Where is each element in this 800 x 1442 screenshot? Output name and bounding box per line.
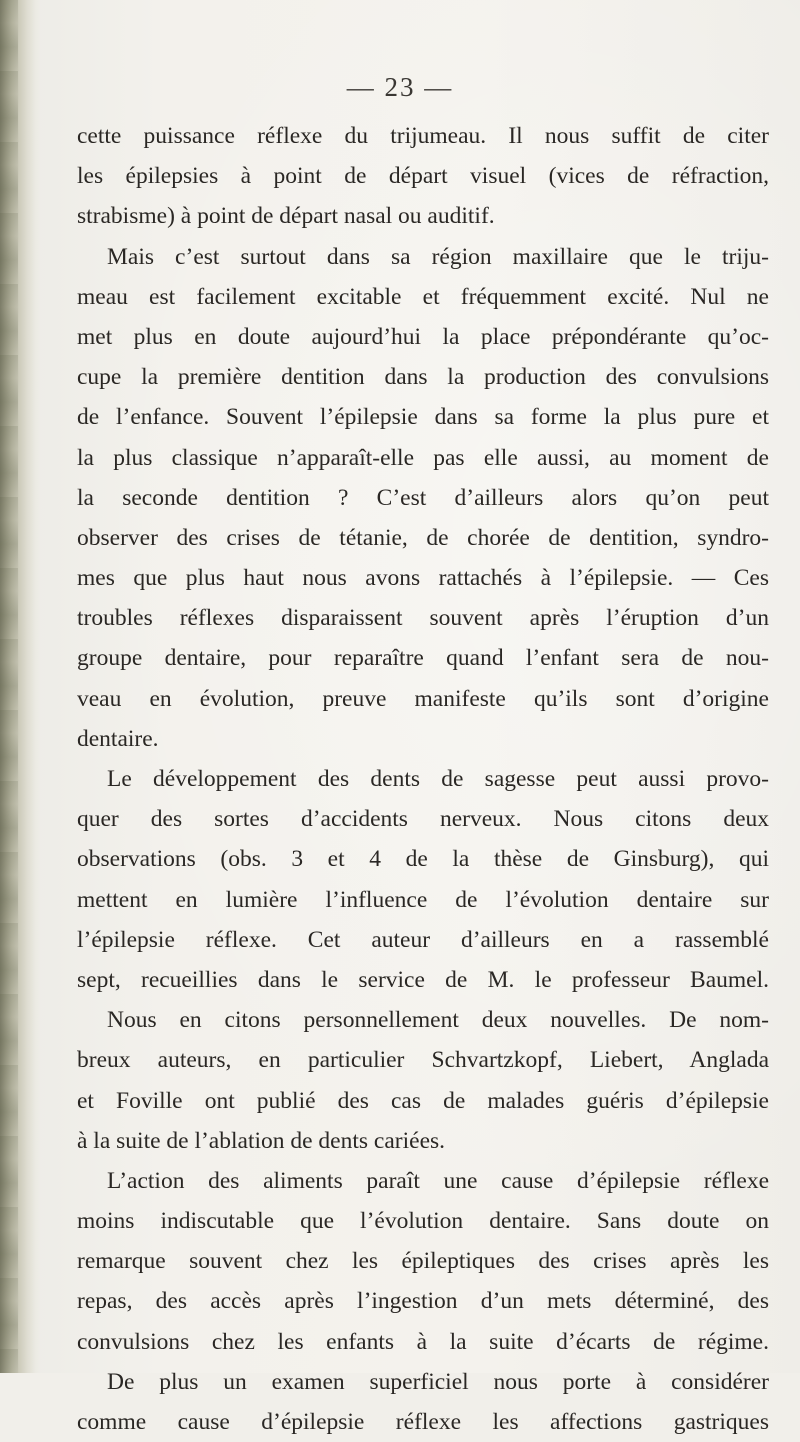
text-line: sept, recueillies dans le service de M. le professeur Baumel. <box>77 966 769 993</box>
text-line: De plus un examen superficiel nous porte à considérer <box>107 1368 769 1395</box>
text-line: convulsions chez les enfants à la suite d’écarts de régime. <box>77 1328 769 1355</box>
text-line: et Foville ont publié des cas de malades guéris d’épilepsie <box>77 1087 769 1114</box>
text-line: moins indiscutable que l’évolution dentaire. Sans doute on <box>77 1208 769 1235</box>
text-line: meau est facilement excitable et fréquemment excité. Nul ne <box>77 283 769 310</box>
text-line: Le développement des dents de sagesse peut aussi provo- <box>107 766 769 792</box>
text-line: l’épilepsie réflexe. Cet auteur d’ailleurs en a rassemblé <box>77 926 769 953</box>
binding-gutter <box>0 0 40 1373</box>
text-line: cette puissance réflexe du trijumeau. Il nous suffit de citer <box>77 123 769 149</box>
gutter-shadow <box>0 0 18 1373</box>
text-line: troubles réflexes disparaissent souvent après l’éruption d’un <box>77 605 769 632</box>
text-line: la seconde dentition ? C’est d’ailleurs alors qu’on peut <box>77 484 769 511</box>
text-line: dentaire. <box>77 725 159 752</box>
text-line: breux auteurs, en particulier Schvartzkopf, Liebert, Anglada <box>77 1047 769 1074</box>
text-line: à la suite de l’ablation de dents cariées. <box>77 1127 446 1154</box>
text-line: remarque souvent chez les épileptiques des crises après les <box>77 1248 769 1275</box>
text-line: groupe dentaire, pour reparaître quand l’enfant sera de nou- <box>77 645 769 672</box>
text-line: Nous en citons personnellement deux nouvelles. De nom- <box>107 1007 769 1034</box>
text-line: mettent en lumière l’influence de l’évolution dentaire sur <box>77 886 769 913</box>
text-line: strabisme) à point de départ nasal ou auditif. <box>77 203 495 230</box>
page-number: — 23 — <box>346 72 454 102</box>
text-line: les épilepsies à point de départ visuel (vices de réfraction, <box>77 163 769 190</box>
text-line: de l’enfance. Souvent l’épilepsie dans sa forme la plus pure et <box>77 404 769 431</box>
text-line: comme cause d’épilepsie réflexe les affections gastriques <box>77 1409 769 1435</box>
text-line: L’action des aliments paraît une cause d’épilepsie réflexe <box>107 1167 769 1194</box>
text-line: la plus classique n’apparaît-elle pas elle aussi, au moment de <box>77 444 769 471</box>
text-line: Mais c’est surtout dans sa région maxillaire que le triju- <box>107 243 769 270</box>
text-line: repas, des accès après l’ingestion d’un mets déterminé, des <box>77 1288 769 1315</box>
text-line: cupe la première dentition dans la production des convulsions <box>77 364 769 391</box>
text-line: observations (obs. 3 et 4 de la thèse de Ginsburg), qui <box>77 846 769 873</box>
body-text <box>77 116 769 1442</box>
text-line: met plus en doute aujourd’hui la place prépondérante qu’oc- <box>77 323 769 350</box>
text-line: mes que plus haut nous avons rattachés à l’épilepsie. — Ces <box>77 565 769 592</box>
text-line: observer des crises de tétanie, de chorée de dentition, syndro- <box>77 524 769 551</box>
text-line: quer des sortes d’accidents nerveux. Nous citons deux <box>77 806 769 833</box>
text-line: veau en évolution, preuve manifeste qu’ils sont d’origine <box>77 685 769 712</box>
